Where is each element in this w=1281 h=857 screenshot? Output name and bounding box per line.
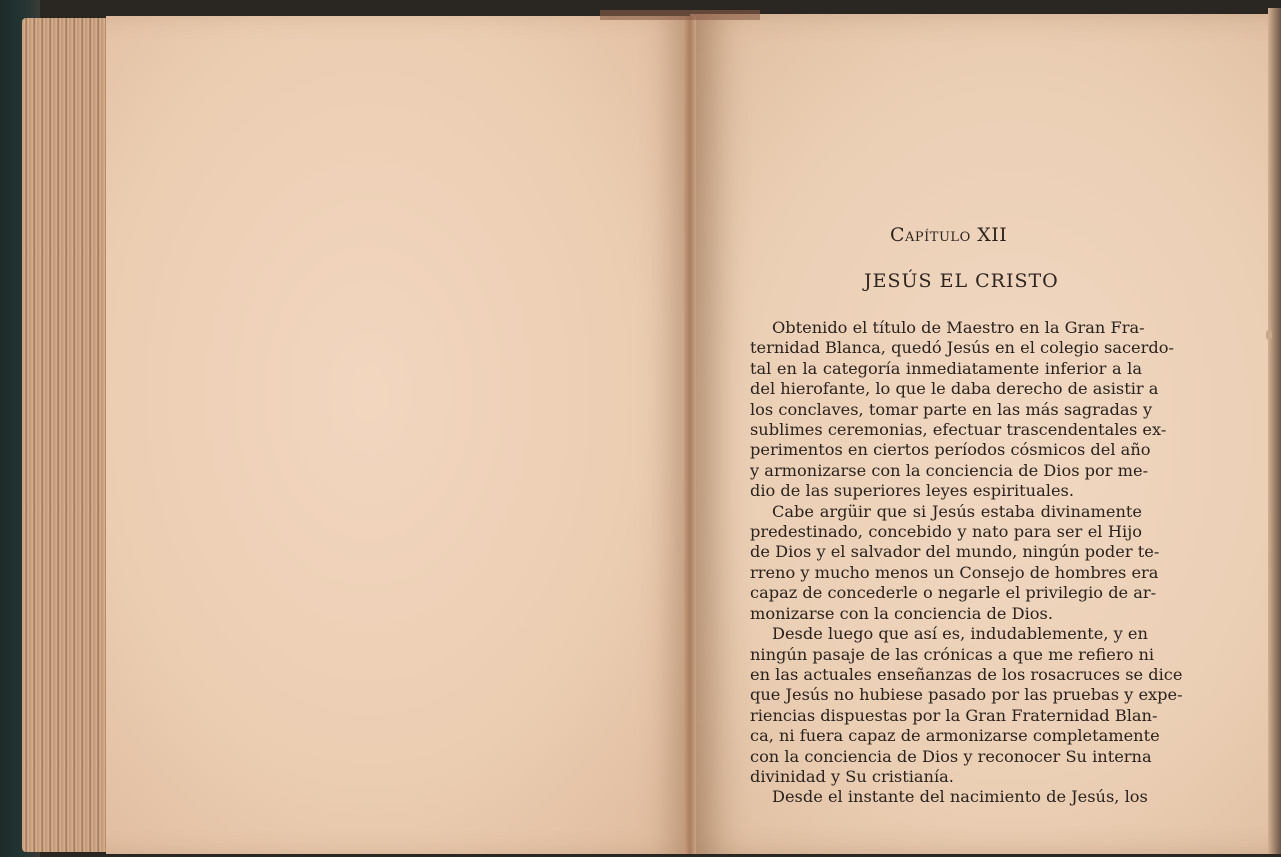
text-line: Obtenido el título de Maestro en la Gran Fra-: [772, 318, 1145, 337]
text-line: que Jesús no hubiese pasado por las pruebas y expe-: [750, 685, 1183, 705]
text-line: dio de las superiores leyes espirituales.: [750, 481, 1074, 501]
text-line: con la conciencia de Dios y reconocer Su interna: [750, 746, 1152, 766]
text-line: monizarse con la conciencia de Dios.: [750, 603, 1053, 623]
text-line: Cabe argüir que si Jesús estaba divinamente: [772, 501, 1142, 521]
text-line: en las actuales enseñanzas de los rosacruces se dice: [750, 664, 1183, 684]
text-line: y armonizarse con la conciencia de Dios por me-: [750, 460, 1149, 480]
text-line: del hierofante, lo que le daba derecho de asistir a: [750, 379, 1159, 399]
text-line: divinidad y Su cristianía.: [750, 766, 954, 786]
text-line: los conclaves, tomar parte en las más sagradas y: [750, 399, 1153, 419]
text-line: de Dios y el salvador del mundo, ningún poder te-: [750, 542, 1160, 562]
text-line: ca, ni fuera capaz de armonizarse completamente: [750, 726, 1160, 746]
left-page-blank: [106, 16, 690, 854]
spine-top-edge: [600, 10, 760, 20]
text-line: ternidad Blanca, quedó Jesús en el colegio sacerdo-: [750, 338, 1174, 358]
text-line: perimentos en ciertos períodos cósmicos del año: [750, 440, 1151, 460]
text-line: ningún pasaje de las crónicas a que me refiero ni: [750, 644, 1155, 664]
right-page-edge: [1268, 8, 1281, 854]
text-line: Desde luego que así es, indudablemente, y en: [772, 624, 1148, 644]
page-stack-edge: [22, 18, 114, 852]
text-line: riencias dispuestas por la Gran Fraternidad Blan-: [750, 705, 1158, 725]
text-line: sublimes ceremonias, efectuar trascendentales ex-: [750, 420, 1167, 440]
text-line: rreno y mucho menos un Consejo de hombres era: [750, 562, 1159, 582]
page-edge-mark: [1266, 330, 1272, 340]
body-text: [750, 318, 1183, 808]
text-line: Desde el instante del nacimiento de Jesús, los: [772, 787, 1148, 807]
chapter-title: JESÚS EL CRISTO: [864, 270, 1059, 292]
chapter-heading: Capítulo XII: [890, 224, 1008, 246]
book-gutter: [684, 16, 696, 854]
text-line: tal en la categoría inmediatamente inferior a la: [750, 358, 1142, 378]
text-line: predestinado, concebido y nato para ser el Hijo: [750, 522, 1142, 542]
text-line: capaz de concederle o negarle el privilegio de ar-: [750, 583, 1157, 603]
